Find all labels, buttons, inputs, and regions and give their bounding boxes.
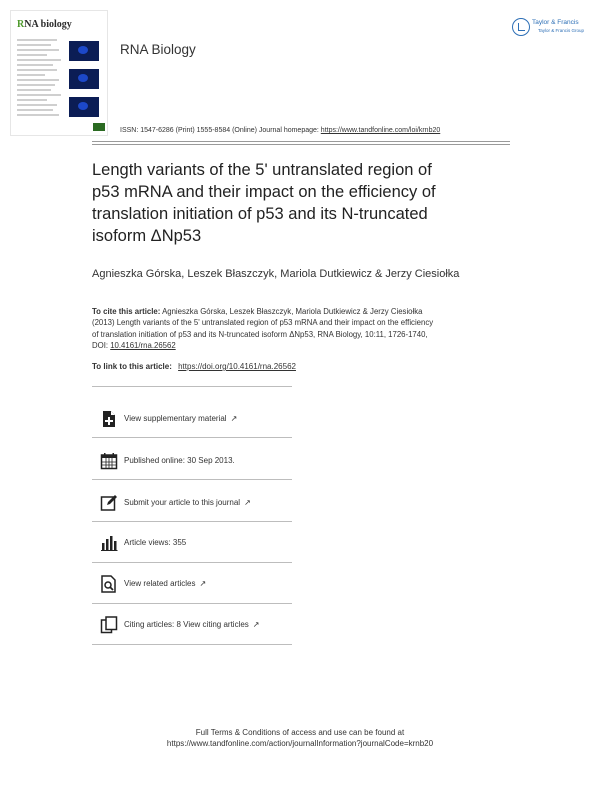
submit-article-link[interactable] [100,494,400,514]
article-doi-url[interactable]: https://doi.org/10.4161/rna.26562 [178,362,296,371]
copy-documents-icon [100,616,118,634]
publisher-logo-subtext: Taylor & Francis Group [538,28,585,33]
cover-badge [93,123,105,131]
section-divider [92,437,292,438]
cover-microscopy-image [69,97,99,117]
calendar-icon [100,452,118,470]
external-link-icon: ↗ [199,579,207,588]
cover-contents-list [17,39,63,129]
article-authors: Agnieszka Górska, Leszek Błaszczyk, Mariola Dutkiewicz & Jerzy Ciesiołka [92,268,460,280]
external-link-icon: ↗ [244,498,251,507]
action-label: Submit your article to this journal [124,498,241,507]
taylor-francis-logo-icon [512,18,530,36]
article-link-line [92,362,296,371]
citation-text: Agnieszka Górska, Leszek Błaszczyk, Mariola Dutkiewicz & Jerzy Ciesiołka [162,307,423,316]
cover-title: RNA biology [17,19,72,30]
issn-line [120,127,440,134]
footer-terms-url[interactable]: https://www.tandfonline.com/action/journalInformation?journalCode=krnb20 [166,739,434,748]
journal-name: RNA Biology [120,42,196,57]
section-divider [92,644,292,645]
external-link-icon: ↗ [252,620,260,629]
citation-text: (2013) Length variants of the 5' untranslated region of p53 mRNA and their impact on the efficiency [92,318,434,328]
article-link-label: To link to this article: [92,362,172,371]
section-divider [92,479,292,480]
title-line: isoform ΔNp53 [92,227,202,245]
cover-microscopy-image [69,41,99,61]
publisher-logo-text: Taylor & Francis [532,19,579,26]
published-online-info [100,452,400,472]
action-label: Article views: 355 [124,538,187,547]
action-label: Citing articles: 8 View citing articles [124,620,249,629]
footer-terms-text: Full Terms & Conditions of access and use can be found at [195,728,405,737]
external-link-icon: ↗ [230,414,238,423]
title-line: translation initiation of p53 and its N-truncated [92,205,428,223]
section-divider [92,603,292,604]
section-divider [92,521,292,522]
magnifier-document-icon [100,575,118,593]
article-title [92,159,512,247]
issn-text: ISSN: 1547-6286 (Print) 1555-8584 (Online) Journal homepage: [120,127,319,134]
doi-link[interactable]: 10.4161/rna.26562 [110,340,176,350]
document-plus-icon [100,410,118,428]
view-citing-articles-link[interactable] [100,616,400,636]
action-label: View related articles [124,579,196,588]
article-views-info [100,534,400,554]
publisher-logo[interactable] [512,16,584,40]
title-line: Length variants of the 5' untranslated region of [92,161,432,179]
header-divider [92,144,510,145]
bar-chart-icon [100,534,118,552]
journal-homepage-link[interactable]: https://www.tandfonline.com/loi/krnb20 [320,127,441,134]
journal-cover-thumbnail[interactable] [10,10,108,136]
view-supplementary-material-link[interactable] [100,410,400,430]
pencil-edit-icon [100,494,118,512]
section-divider [92,386,292,387]
action-label: View supplementary material [124,414,227,423]
action-label: Published online: 30 Sep 2013. [124,456,235,465]
citation-label: To cite this article: [92,307,161,316]
view-related-articles-link[interactable] [100,575,400,595]
citation-text: of translation initiation of p53 and its N-truncated isoform ΔNp53, RNA Biology, 10:11, 1726-1740, [92,329,428,339]
section-divider [92,562,292,563]
citation-block [92,306,512,351]
header-divider [92,141,510,142]
cover-microscopy-image [69,69,99,89]
doi-prefix: DOI: [92,340,109,350]
title-line: p53 mRNA and their impact on the efficiency of [92,183,436,201]
